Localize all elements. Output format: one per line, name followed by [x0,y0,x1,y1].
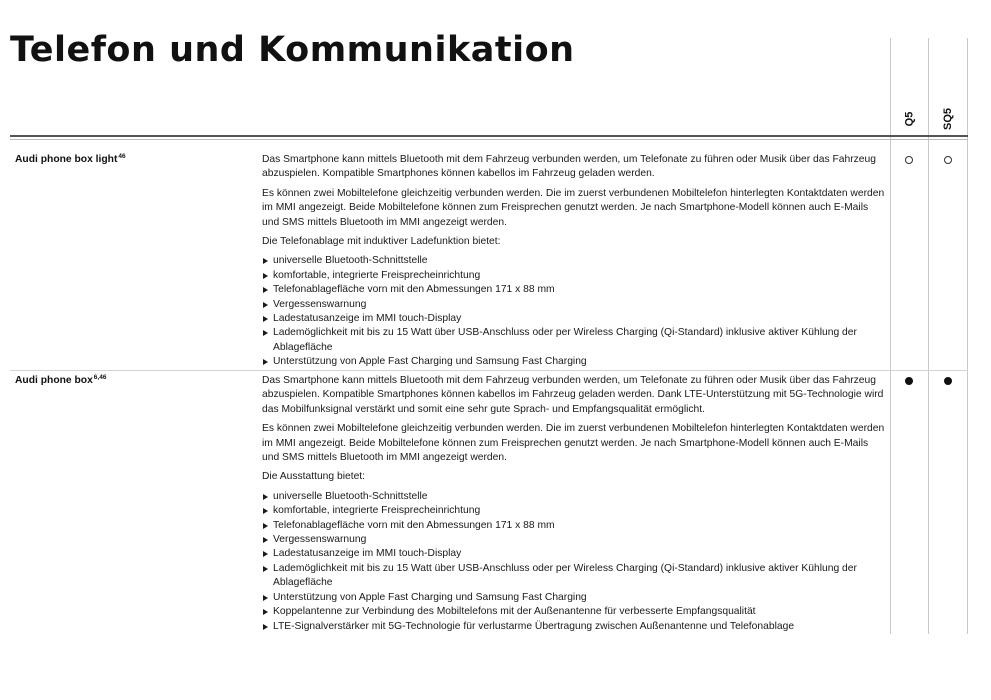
column-divider [890,38,891,634]
list-item: Ladestatusanzeige im MMI touch-Display [262,312,888,326]
paragraph: Das Smartphone kann mittels Bluetooth mit dem Fahrzeug verbunden werden, um Telefonate zu führen oder Musik über das Fahrzeug abzuspielen. Kompatible Smartphones können kabellos im Fahrzeug geladen werden. Dank LTE-Unterstützung mit 5G-Technologie wird das Mobilfunksignal verstärkt und somit eine sehr gute Sprach- und Empfangsqualität ermöglicht. [262,375,884,415]
paragraph: Das Smartphone kann mittels Bluetooth mit dem Fahrzeug verbunden werden, um Telefonate zu führen oder Musik über das Fahrzeug abzuspielen. Kompatible Smartphones können kabellos im Fahrzeug geladen werden. [262,154,876,180]
feature-list [262,254,888,369]
column-header-sq5: SQ5 [942,107,955,131]
paragraph: Es können zwei Mobiltelefone gleichzeitig verbunden werden. Die im zuerst verbundenen Mobiltelefon hinterlegten Kontaktdaten werden im MMI angezeigt. Beide Mobiltelefone können zum Freisprechen genutzt werden. Je nach Smartphone-Modell können auch E-Mails und SMS mittels Bluetooth im MMI angezeigt werden. [262,423,885,464]
list-item: Lademöglichkeit mit bis zu 15 Watt über USB-Anschluss oder per Wireless Charging (Qi-Standard) inklusive aktiver Kühlung der Ablagefläche [262,562,888,591]
row-description [262,153,888,370]
list-item: komfortable, integrierte Freisprecheinrichtung [262,504,888,518]
paragraph: Es können zwei Mobiltelefone gleichzeitig verbunden werden. Die im zuerst verbundenen Mobiltelefon hinterlegten Kontaktdaten werden im MMI angezeigt. Beide Mobiltelefone können zum Freisprechen genutzt werden. Je nach Smartphone-Modell können auch E-Mails und SMS mittels Bluetooth im MMI angezeigt werden. [262,187,885,228]
availability-sq5-icon [944,377,952,385]
availability-sq5-icon [944,156,952,164]
row-description [262,374,888,634]
footnote-ref: 46 [118,153,126,160]
list-item: komfortable, integrierte Freisprecheinrichtung [262,269,888,283]
header-rule [10,135,968,137]
list-item: Koppelantenne zur Verbindung des Mobiltelefons mit der Außenantenne für verbesserte Empfangsqualität [262,605,888,619]
list-item: Lademöglichkeit mit bis zu 15 Watt über USB-Anschluss oder per Wireless Charging (Qi-Standard) inklusive aktiver Kühlung der Ablagefläche [262,326,888,355]
paragraph: Die Telefonablage mit induktiver Ladefunktion bietet: [262,236,501,248]
list-item: LTE-Signalverstärker mit 5G-Technologie für verlustarme Übertragung zwischen Außenantenne und Telefonablage [262,620,888,634]
availability-q5-icon [905,156,913,164]
footnote-ref: 6,46 [93,374,107,381]
availability-q5-icon [905,377,913,385]
list-item: universelle Bluetooth-Schnittstelle [262,490,888,504]
list-item: Ladestatusanzeige im MMI touch-Display [262,547,888,561]
header-rule-thin [10,139,968,140]
column-divider [967,38,968,634]
feature-list [262,490,888,634]
row-name: Audi phone box$^{6,46}$ [15,374,107,386]
list-item: universelle Bluetooth-Schnittstelle [262,254,888,268]
list-item: Telefonablagefläche vorn mit den Abmessungen 171 x 88 mm [262,519,888,533]
paragraph: Die Ausstattung bietet: [262,471,366,483]
list-item: Unterstützung von Apple Fast Charging und Samsung Fast Charging [262,591,888,605]
list-item: Vergessenswarnung [262,298,888,312]
column-header-q5: Q5 [903,111,915,127]
list-item: Vergessenswarnung [262,533,888,547]
column-divider [928,38,929,634]
page-title: Telefon und Kommunikation [10,30,575,70]
row-name: Audi phone box light$^{46}$ [15,153,126,165]
list-item: Unterstützung von Apple Fast Charging und Samsung Fast Charging [262,355,888,369]
row-separator [10,370,968,371]
list-item: Telefonablagefläche vorn mit den Abmessungen 171 x 88 mm [262,283,888,297]
